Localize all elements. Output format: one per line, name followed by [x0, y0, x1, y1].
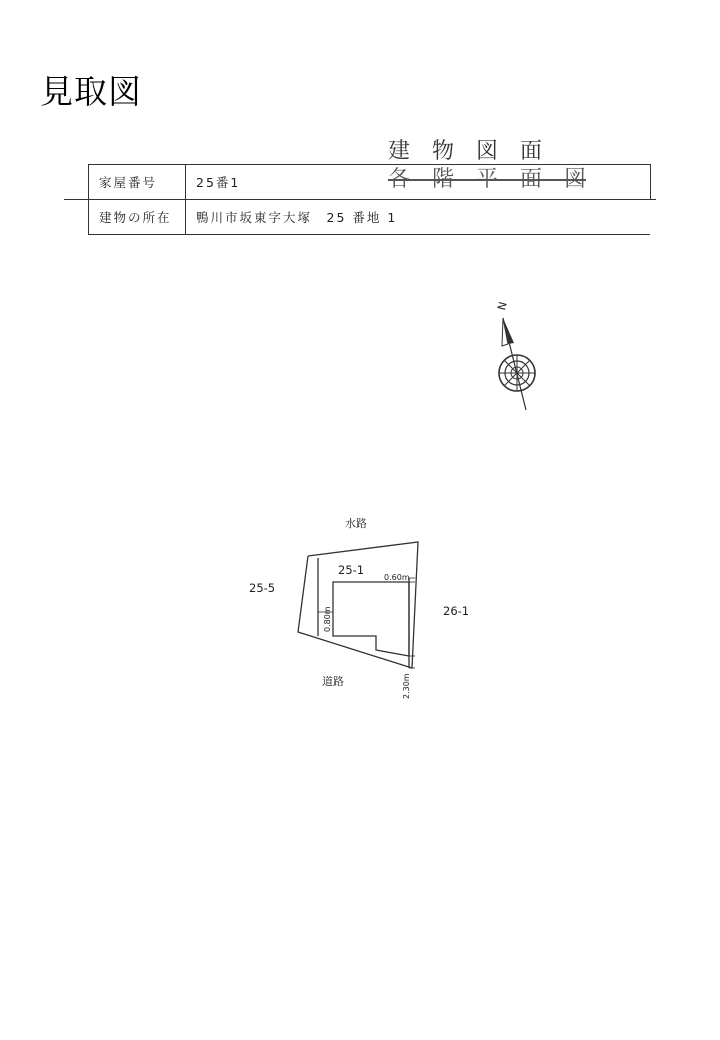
waterway-label: 水路	[345, 517, 367, 530]
lot-26-1-label: 26-1	[443, 604, 470, 618]
house-number-value: 25番1	[186, 165, 651, 200]
form-title-floor-plan: 各 階 平 面 図	[388, 167, 587, 192]
north-label: N	[495, 300, 510, 312]
dimension-2-30m: 2.30m	[402, 673, 411, 699]
form-title-building-drawing: 建 物 図 面	[388, 139, 543, 164]
location-label: 建物の所在	[89, 200, 186, 235]
page-heading: 見取図	[40, 72, 142, 111]
compass-rose-icon	[499, 355, 535, 391]
north-arrow-icon	[502, 318, 526, 410]
location-value: 鴨川市坂東字大塚 25 番地 1	[186, 200, 651, 235]
lot-boundary	[298, 542, 418, 668]
building-footprint	[333, 582, 409, 656]
dimension-0-80m: 0.80m	[323, 606, 332, 632]
dimension-0-60m: 0.60m	[384, 573, 410, 582]
road-label: 道路	[322, 675, 344, 688]
lot-25-1-label: 25-1	[338, 563, 365, 577]
lot-25-5-label: 25-5	[249, 581, 276, 595]
house-number-label: 家屋番号	[89, 165, 186, 200]
